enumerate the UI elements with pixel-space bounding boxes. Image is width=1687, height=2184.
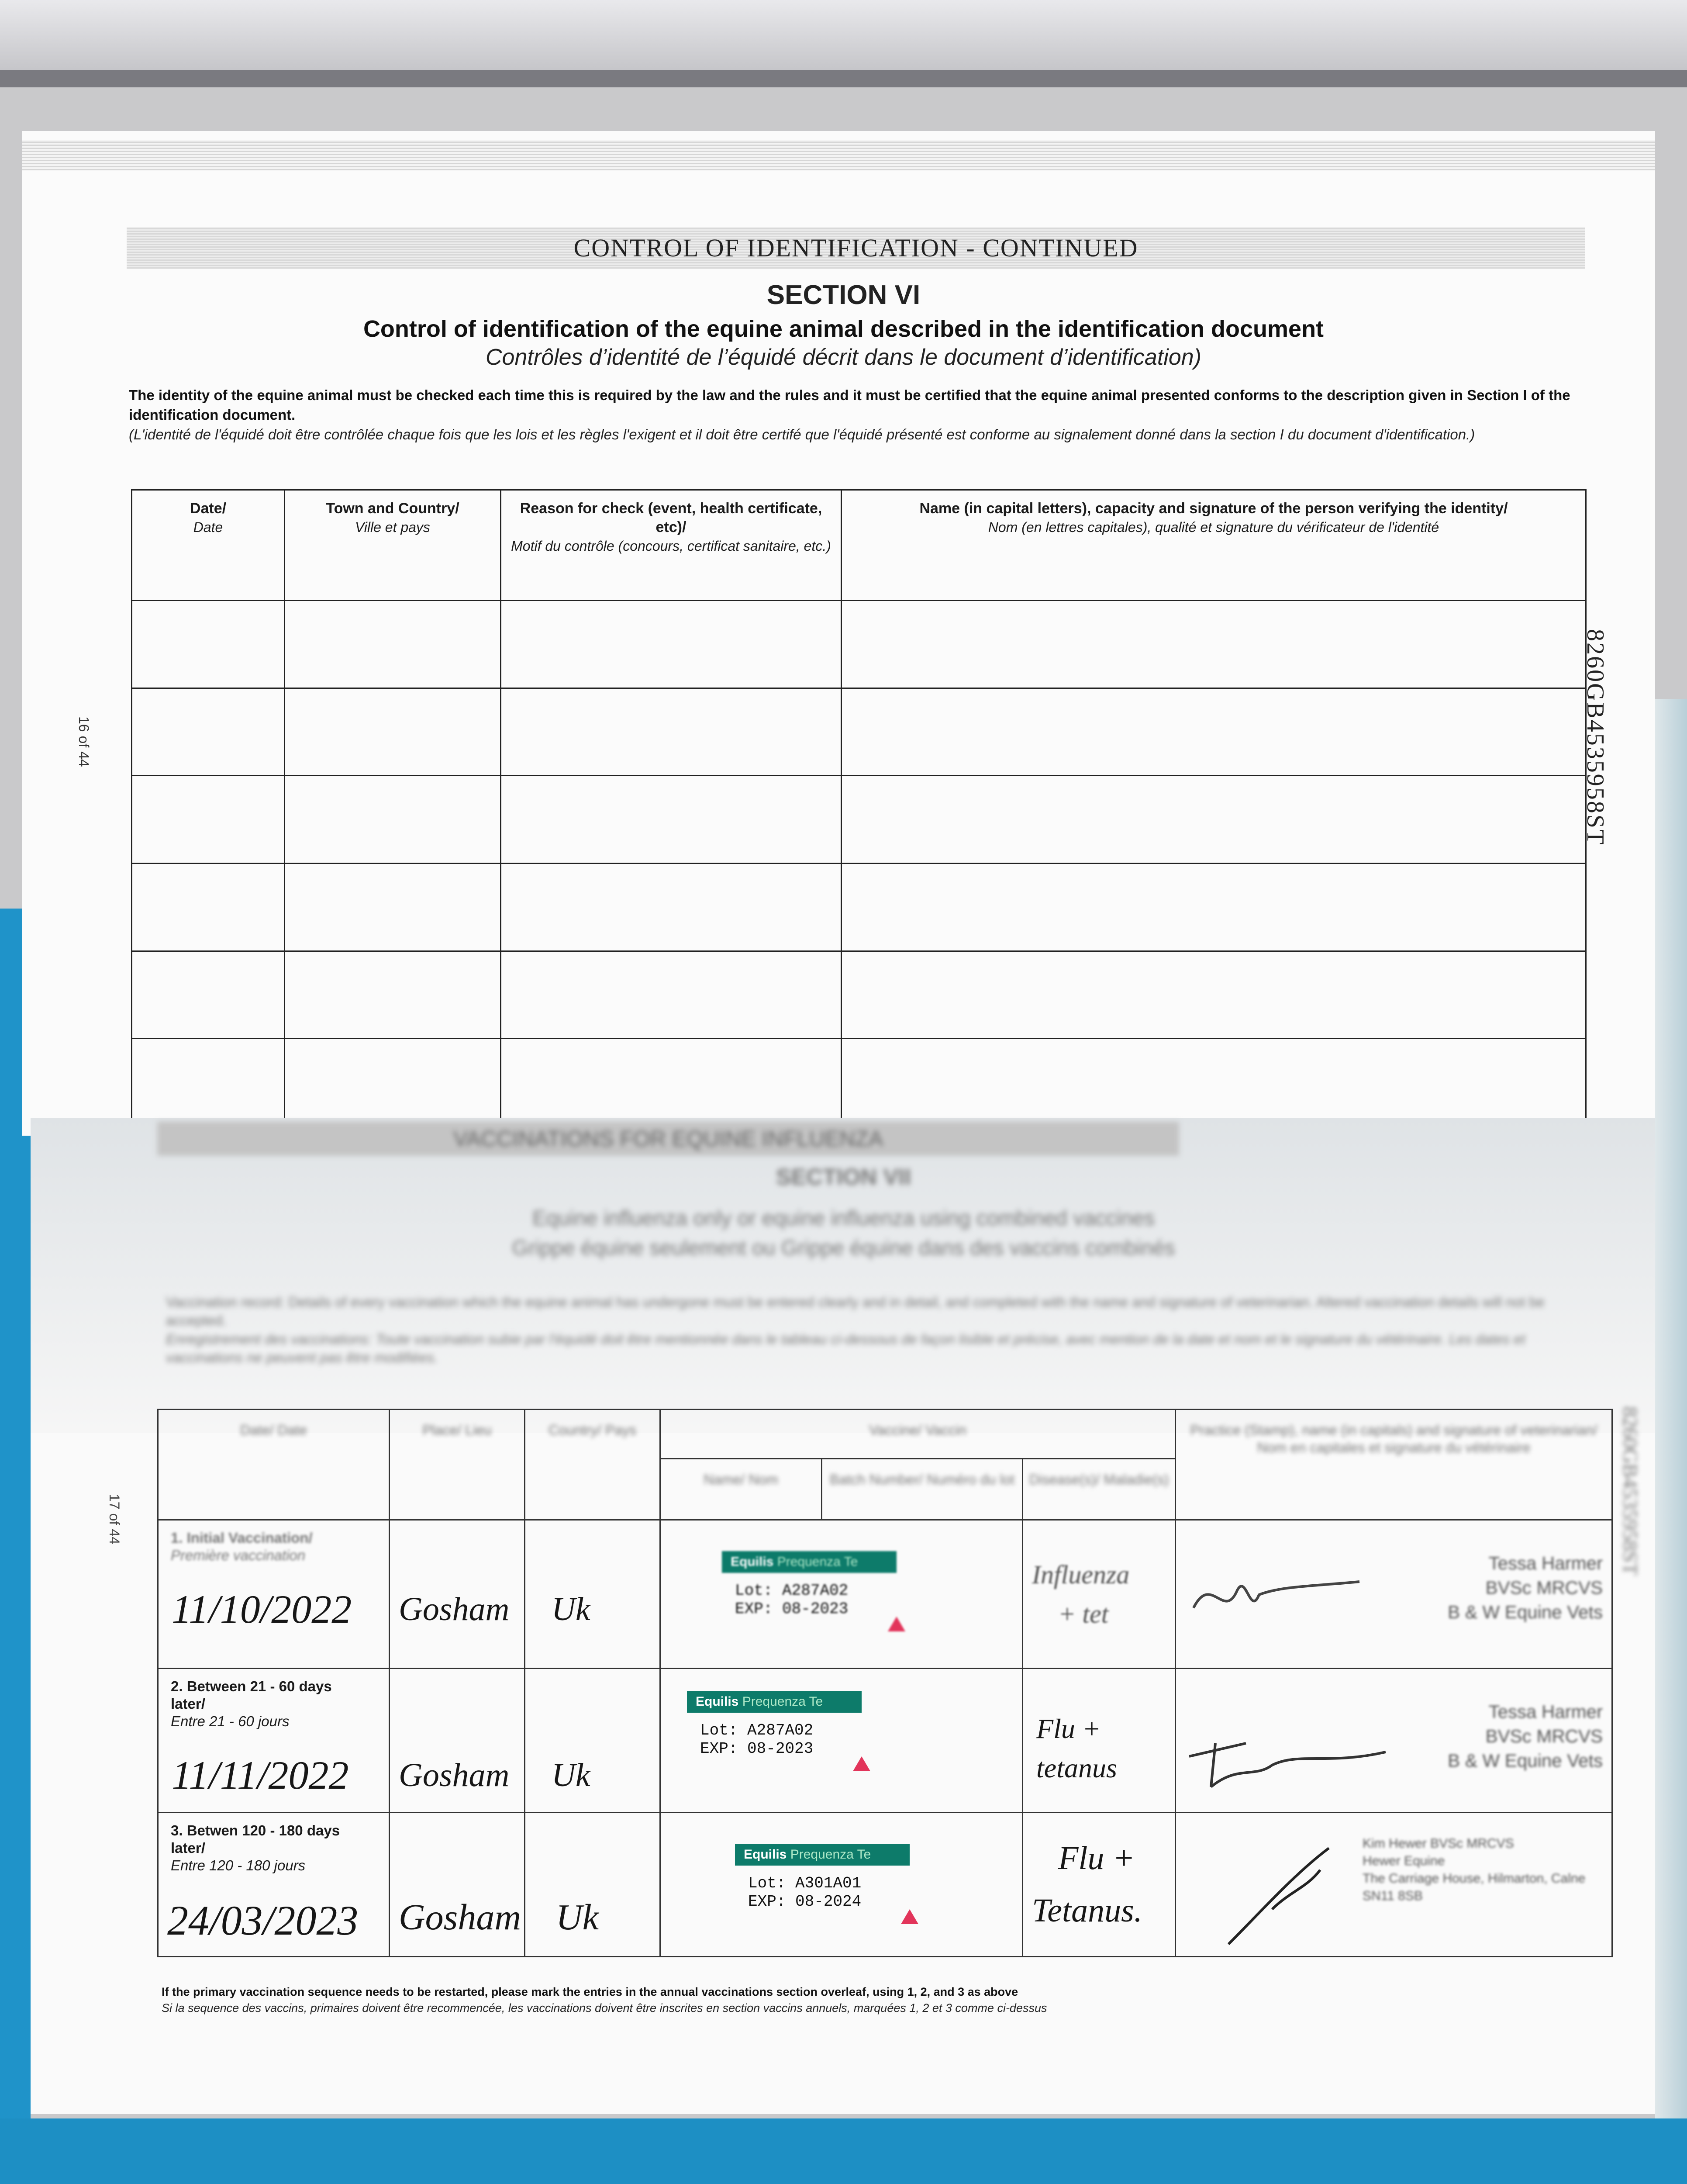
vac-date-cell	[158, 1813, 390, 1957]
vet-stamp: Tessa Harmer BVSc MRCVS B & W Equine Vets	[1448, 1553, 1603, 1622]
vac-disease-line2: Tetanus.	[1032, 1892, 1142, 1929]
table-row	[132, 863, 1586, 951]
section-title: SECTION VI	[766, 280, 921, 310]
vac-date: 11/11/2022	[172, 1753, 349, 1797]
page-number-17: 17 of 44	[107, 1494, 122, 1545]
vet-signature-2	[1185, 1713, 1394, 1791]
table-row	[132, 1039, 1586, 1127]
vac-practice-cell	[1176, 1520, 1612, 1669]
vac-date: 11/10/2022	[172, 1587, 352, 1631]
passport-cover-bottom	[0, 2118, 1687, 2184]
passport-number-lower: 8260GB4535958ST	[1618, 1406, 1642, 1576]
vac-disease-line1: Flu +	[1036, 1713, 1101, 1744]
sticker-mark	[888, 1617, 905, 1631]
col-verifier: Name (in capital letters), capacity and signature of the person verifying the identity/ Nom (en lettres capitales), qualité et signature du vérificateur de l'identité	[842, 490, 1586, 601]
sticker-mark	[901, 1909, 918, 1924]
vaccination-table	[157, 1409, 1613, 1957]
footer-note-fr: Si la sequence des vaccins, primaires doivent être recommencée, les vaccinations doivent être inscrites en section vaccins annuels, marquées 1, 2 et 3 comme ci-dessus	[162, 2001, 1047, 2015]
vaccination-intro-fr: Enregistrement des vaccinations: Toute vaccination subie par l'équidé doit être mentionnée dans le tableau ci-dessous de façon lisible et précise, avec mention de la date et nom et le signature du vétérinaire. Les dates et vaccinations ne peuvent pas être modifiées.	[166, 1331, 1525, 1365]
identification-check-table	[131, 489, 1587, 1127]
vac-disease-line1: Flu +	[1058, 1840, 1135, 1876]
vet-signature-1	[1185, 1555, 1368, 1634]
subtitle-en: Control of identification of the equine animal described in the identification document	[363, 316, 1324, 342]
table-row	[132, 601, 1586, 688]
scanner-lid	[0, 0, 1687, 87]
vac-country: Uk	[552, 1757, 590, 1794]
vaccination-header-row	[158, 1410, 1612, 1459]
intro-en: The identity of the equine animal must be checked each time this is required by the law and the rules and it must be certified that the equine animal presented conforms to the description given in Section I of the identification document.	[129, 387, 1570, 423]
vac-col-country: Country/ Pays	[525, 1410, 660, 1520]
vaccination-row-3	[158, 1813, 1612, 1957]
vac-col-place: Place/ Lieu	[390, 1410, 525, 1520]
vac-place-cell	[390, 1520, 525, 1669]
scanner-shadow-band	[0, 70, 1687, 87]
vac-country-cell	[525, 1520, 660, 1669]
vaccination-row-2	[158, 1669, 1612, 1813]
vac-col-batch: Batch Number/ Numéro du lot	[822, 1459, 1023, 1520]
vac-col-name: Name/ Nom	[660, 1459, 822, 1520]
table-header-row	[132, 490, 1586, 601]
vac-disease-line1: Influenza	[1032, 1560, 1130, 1589]
vac-practice-cell	[1176, 1813, 1612, 1957]
vaccination-section-title: SECTION VII	[776, 1165, 911, 1190]
table-row	[132, 951, 1586, 1039]
vet-signature-3	[1220, 1839, 1377, 1953]
table-row	[132, 776, 1586, 864]
vac-place: Gosham	[399, 1897, 521, 1938]
row-label: 2. Between 21 - 60 days later/ Entre 21 - 60 jours	[171, 1678, 332, 1729]
row-label: 1. Initial Vaccination/ Première vaccination	[171, 1530, 313, 1563]
page-top-hatch	[22, 140, 1655, 170]
vac-sticker-cell	[660, 1813, 1023, 1957]
table-row	[132, 688, 1586, 776]
vaccine-sticker: Equilis Prequenza Te Lot: A301A01 EXP: 08-2024	[735, 1844, 918, 1935]
vac-sticker-cell	[660, 1520, 1023, 1669]
vac-sticker-cell	[660, 1669, 1023, 1813]
vaccination-row-1	[158, 1520, 1612, 1669]
intro-fr: (L'identité de l'équidé doit être contrôlée chaque fois que les lois et les règles l'exigent et il doit être certifé que l'équidé présenté est conforme au signalement donné dans la section I du document d'identification.)	[129, 426, 1475, 442]
vac-disease-cell	[1023, 1813, 1176, 1957]
vac-disease-line2: + tet	[1058, 1600, 1109, 1628]
vac-date-cell	[158, 1669, 390, 1813]
footer-note-en: If the primary vaccination sequence needs to be restarted, please mark the entries in the annual vaccinations section overleaf, using 1, 2, and 3 as above	[162, 1985, 1018, 1998]
passport-number-upper: 8260GB4535958ST	[1582, 629, 1609, 846]
vac-disease-cell	[1023, 1669, 1176, 1813]
vaccination-subtitle-en: Equine influenza only or equine influenza using combined vaccines	[532, 1207, 1155, 1230]
passport-cover-right	[1655, 699, 1687, 2140]
vaccination-heading: VACCINATIONS FOR EQUINE INFLUENZA	[157, 1122, 1179, 1156]
col-date: Date/ Date	[132, 490, 285, 601]
vac-place-cell	[390, 1669, 525, 1813]
vac-place: Gosham	[399, 1591, 510, 1628]
vaccine-sticker: Equilis Prequenza Te Lot: A287A02 EXP: 08-2023	[722, 1551, 905, 1643]
vac-place-cell	[390, 1813, 525, 1957]
col-reason: Reason for check (event, health certificate, etc)/ Motif du contrôle (concours, certificat sanitaire, etc.)	[501, 490, 842, 601]
vac-col-date: Date/ Date	[158, 1410, 390, 1520]
control-heading: CONTROL OF IDENTIFICATION - CONTINUED	[127, 227, 1585, 269]
vet-stamp: Kim Hewer BVSc MRCVS Hewer Equine The Carriage House, Hilmarton, Calne SN11 8SB	[1363, 1836, 1586, 1903]
vaccine-sticker: Equilis Prequenza Te Lot: A287A02 EXP: 08-2023	[687, 1691, 870, 1783]
vac-col-practice: Practice (Stamp), name (in capitals) and signature of veterinarian/ Nom en capitales et signature du vétérinaire	[1176, 1410, 1612, 1520]
vac-practice-cell	[1176, 1669, 1612, 1813]
vaccination-intro-en: Vaccination record: Details of every vaccination which the equine animal has undergone must be entered clearly and in detail, and completed with the name and signature of veterinarian. Altered vaccination details will not be accepted.	[166, 1294, 1545, 1328]
vac-country: Uk	[552, 1591, 590, 1628]
vac-country: Uk	[556, 1897, 599, 1938]
vac-disease-cell	[1023, 1520, 1176, 1669]
sticker-mark	[853, 1756, 870, 1771]
vac-country-cell	[525, 1669, 660, 1813]
row-label: 3. Betwen 120 - 180 days later/ Entre 120 - 180 jours	[171, 1822, 340, 1873]
col-town-country: Town and Country/ Ville et pays	[285, 490, 501, 601]
vac-date: 24/03/2023	[167, 1897, 359, 1944]
vac-country-cell	[525, 1813, 660, 1957]
vaccination-subtitle-fr: Grippe équine seulement ou Grippe équine dans des vaccins combinés	[512, 1237, 1175, 1260]
vac-place: Gosham	[399, 1757, 510, 1794]
page-number-16: 16 of 44	[76, 716, 92, 767]
vac-col-vaccine: Vaccine/ Vaccin	[660, 1410, 1176, 1459]
vac-disease-line2: tetanus	[1036, 1752, 1117, 1783]
vac-col-disease: Disease(s)/ Maladie(s)	[1023, 1459, 1176, 1520]
vac-date-cell	[158, 1520, 390, 1669]
vet-stamp: Tessa Harmer BVSc MRCVS B & W Equine Vets	[1448, 1701, 1603, 1771]
subtitle-fr: Contrôles d’identité de l’équidé décrit dans le document d’identification)	[486, 345, 1201, 370]
